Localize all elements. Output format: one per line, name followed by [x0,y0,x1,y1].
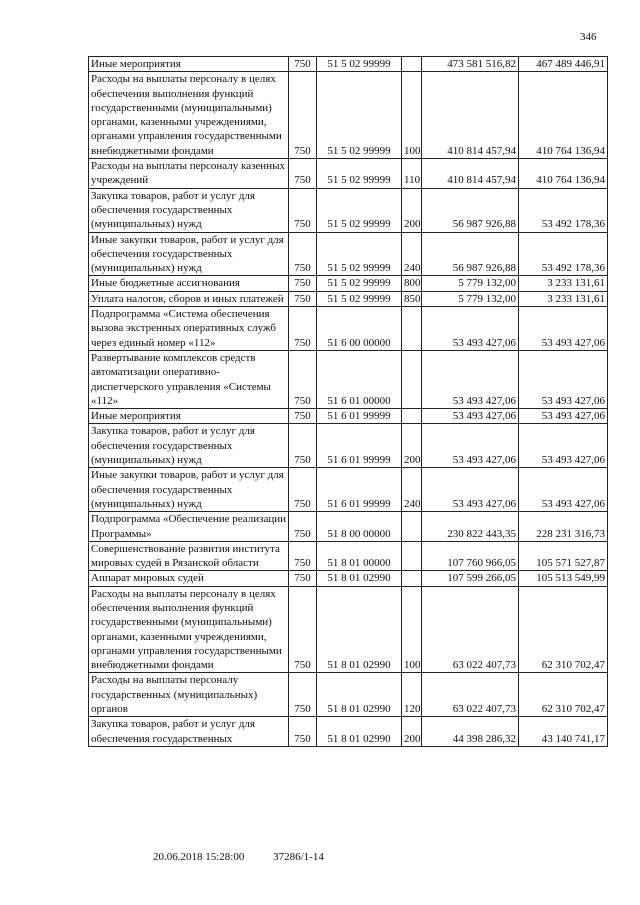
row-sum-2018: 63 022 407,73 [422,673,519,717]
row-name: Расходы на выплаты персоналу в целях обеспечения выполнения функций государственными (муниципальными) органами, казенными учреждениями, органами управления государственными внебюджетными фондами [89,72,289,159]
row-sum-2018: 5 779 132,00 [422,276,519,291]
row-sum-2018: 107 760 966,05 [422,541,519,571]
table-row [89,468,608,512]
row-ved-code: 750 [289,57,317,72]
table-row [89,586,608,673]
row-name: Подпрограмма «Система обеспечения вызова экстренных оперативных служб через единый номер «112» [89,307,289,351]
row-csr-code: 51 6 01 99999 [317,468,402,512]
table-row [89,232,608,276]
row-ved-code: 750 [289,512,317,542]
row-name: Закупка товаров, работ и услуг для обеспечения государственных (муниципальных) нужд [89,424,289,468]
row-ved-code: 750 [289,72,317,159]
row-sum-2019: 62 310 702,47 [519,586,608,673]
row-sum-2019: 3 233 131,61 [519,276,608,291]
row-sum-2018: 410 814 457,94 [422,159,519,189]
row-sum-2019: 53 493 427,06 [519,307,608,351]
row-sum-2019: 62 310 702,47 [519,673,608,717]
row-sum-2018: 107 599 266,05 [422,571,519,586]
row-vr-code: 800 [402,276,422,291]
row-csr-code: 51 6 01 99999 [317,409,402,424]
row-ved-code: 750 [289,717,317,747]
row-sum-2019: 53 493 427,06 [519,409,608,424]
row-vr-code: 200 [402,188,422,232]
row-sum-2019: 467 489 446,91 [519,57,608,72]
table-row [89,72,608,159]
row-vr-code [402,57,422,72]
row-sum-2019: 410 764 136,94 [519,72,608,159]
row-name: Развертывание комплексов средств автоматизации оперативно-диспетчерского управления «Системы «112» [89,350,289,408]
row-csr-code: 51 5 02 99999 [317,276,402,291]
row-ved-code: 750 [289,307,317,351]
row-sum-2018: 56 987 926,88 [422,188,519,232]
row-ved-code: 750 [289,468,317,512]
table-row [89,424,608,468]
row-sum-2018: 53 493 427,06 [422,307,519,351]
row-sum-2018: 53 493 427,06 [422,424,519,468]
row-ved-code: 750 [289,291,317,306]
row-csr-code: 51 8 01 02990 [317,673,402,717]
row-name: Иные бюджетные ассигнования [89,276,289,291]
row-sum-2018: 53 493 427,06 [422,409,519,424]
document-footer [153,851,350,863]
row-ved-code: 750 [289,159,317,189]
row-sum-2019: 43 140 741,17 [519,717,608,747]
table-row [89,307,608,351]
row-ved-code: 750 [289,673,317,717]
row-sum-2018: 63 022 407,73 [422,586,519,673]
row-ved-code: 750 [289,188,317,232]
row-csr-code: 51 5 02 99999 [317,57,402,72]
row-sum-2018: 44 398 286,32 [422,717,519,747]
row-vr-code: 120 [402,673,422,717]
row-vr-code: 240 [402,232,422,276]
row-name: Иные мероприятия [89,409,289,424]
row-csr-code: 51 8 01 02990 [317,571,402,586]
row-sum-2019: 53 492 178,36 [519,188,608,232]
row-name: Совершенствование развития института мировых судей в Рязанской области [89,541,289,571]
row-sum-2019: 228 231 316,73 [519,512,608,542]
row-csr-code: 51 8 01 02990 [317,586,402,673]
row-vr-code: 850 [402,291,422,306]
row-ved-code: 750 [289,350,317,408]
row-sum-2019: 410 764 136,94 [519,159,608,189]
row-name: Расходы на выплаты персоналу казенных учреждений [89,159,289,189]
table-row [89,541,608,571]
row-name: Иные закупки товаров, работ и услуг для обеспечения государственных (муниципальных) нужд [89,232,289,276]
row-sum-2018: 473 581 516,82 [422,57,519,72]
row-sum-2019: 105 513 549,99 [519,571,608,586]
row-sum-2019: 53 492 178,36 [519,232,608,276]
row-ved-code: 750 [289,424,317,468]
row-sum-2018: 53 493 427,06 [422,468,519,512]
row-vr-code: 200 [402,424,422,468]
budget-table-body [89,57,608,747]
row-csr-code: 51 5 02 99999 [317,232,402,276]
row-sum-2019: 53 493 427,06 [519,350,608,408]
table-row [89,571,608,586]
row-ved-code: 750 [289,586,317,673]
table-row [89,57,608,72]
row-name: Иные закупки товаров, работ и услуг для обеспечения государственных (муниципальных) нужд [89,468,289,512]
footer-doc-id: 37286/1-14 [273,851,324,863]
row-sum-2018: 410 814 457,94 [422,72,519,159]
row-sum-2018: 5 779 132,00 [422,291,519,306]
row-vr-code: 200 [402,717,422,747]
table-row [89,673,608,717]
row-csr-code: 51 6 00 00000 [317,307,402,351]
row-vr-code: 110 [402,159,422,189]
row-csr-code: 51 5 02 99999 [317,159,402,189]
row-sum-2018: 230 822 443,35 [422,512,519,542]
table-row [89,409,608,424]
row-vr-code [402,541,422,571]
row-vr-code: 240 [402,468,422,512]
row-vr-code [402,571,422,586]
row-sum-2019: 53 493 427,06 [519,424,608,468]
row-ved-code: 750 [289,276,317,291]
page-number: 346 [580,31,597,43]
row-name: Аппарат мировых судей [89,571,289,586]
row-csr-code: 51 8 01 02990 [317,717,402,747]
row-name: Расходы на выплаты персоналу в целях обеспечения выполнения функций государственными (муниципальными) органами, казенными учреждениями, органами управления государственными внебюджетными фондами [89,586,289,673]
row-ved-code: 750 [289,232,317,276]
row-vr-code: 100 [402,586,422,673]
row-vr-code [402,409,422,424]
row-vr-code: 100 [402,72,422,159]
row-vr-code [402,307,422,351]
row-vr-code [402,512,422,542]
row-name: Уплата налогов, сборов и иных платежей [89,291,289,306]
row-ved-code: 750 [289,571,317,586]
row-csr-code: 51 6 01 00000 [317,350,402,408]
row-name: Иные мероприятия [89,57,289,72]
table-row [89,276,608,291]
row-sum-2018: 56 987 926,88 [422,232,519,276]
row-sum-2019: 53 493 427,06 [519,468,608,512]
row-csr-code: 51 6 01 99999 [317,424,402,468]
table-row [89,350,608,408]
row-name: Расходы на выплаты персоналу государственных (муниципальных) органов [89,673,289,717]
row-vr-code [402,350,422,408]
row-name: Закупка товаров, работ и услуг для обеспечения государственных [89,717,289,747]
row-csr-code: 51 5 02 99999 [317,188,402,232]
row-csr-code: 51 5 02 99999 [317,72,402,159]
row-name: Закупка товаров, работ и услуг для обеспечения государственных (муниципальных) нужд [89,188,289,232]
row-csr-code: 51 8 01 00000 [317,541,402,571]
row-name: Подпрограмма «Обеспечение реализации Программы» [89,512,289,542]
table-row [89,291,608,306]
table-row [89,188,608,232]
row-csr-code: 51 5 02 99999 [317,291,402,306]
row-ved-code: 750 [289,409,317,424]
row-sum-2019: 105 571 527,87 [519,541,608,571]
table-row [89,159,608,189]
footer-datetime: 20.06.2018 15:28:00 [153,851,245,863]
row-csr-code: 51 8 00 00000 [317,512,402,542]
row-ved-code: 750 [289,541,317,571]
table-row [89,717,608,747]
row-sum-2018: 53 493 427,06 [422,350,519,408]
row-sum-2019: 3 233 131,61 [519,291,608,306]
table-row [89,512,608,542]
budget-table [88,56,608,747]
